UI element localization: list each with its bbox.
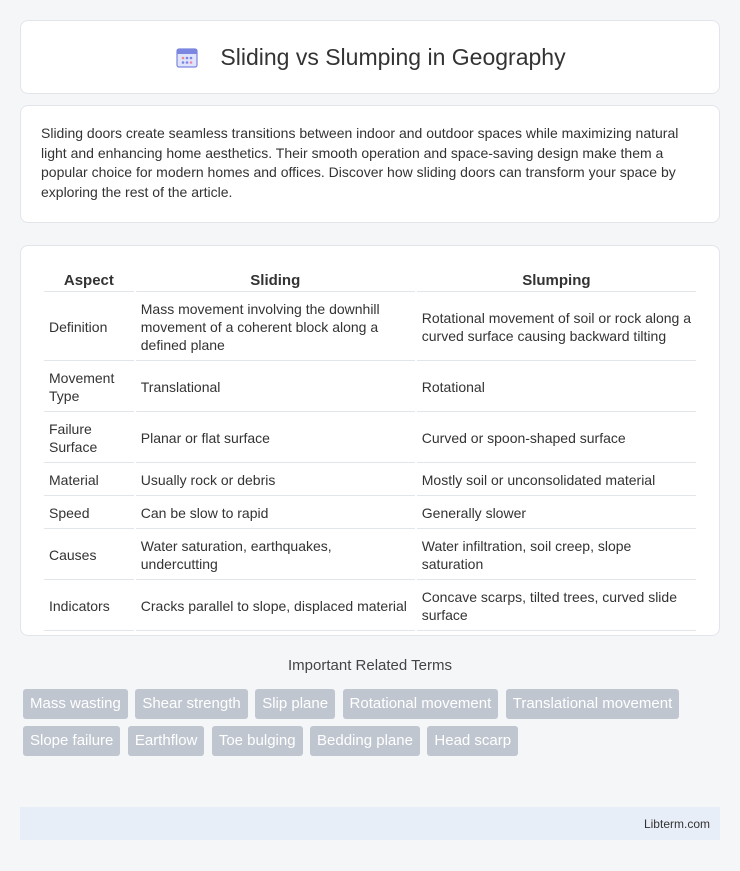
slumping-cell: Water infiltration, soil creep, slope saturation (417, 531, 696, 580)
header-aspect: Aspect (44, 266, 134, 292)
sliding-cell: Water saturation, earthquakes, undercutting (136, 531, 415, 580)
sliding-cell: Cracks parallel to slope, displaced material (136, 582, 415, 631)
related-term-tag[interactable]: Mass wasting (23, 689, 128, 719)
related-term-tag[interactable]: Slip plane (255, 689, 335, 719)
sliding-cell: Mass movement involving the downhill movement of a coherent block along a defined plane (136, 294, 415, 361)
calendar-icon (174, 44, 200, 70)
related-term-tag[interactable]: Shear strength (135, 689, 247, 719)
sliding-cell: Translational (136, 363, 415, 412)
intro-card (20, 105, 720, 223)
aspect-cell: Speed (44, 498, 134, 529)
aspect-cell: Indicators (44, 582, 134, 631)
related-term-tag[interactable]: Toe bulging (212, 726, 303, 756)
related-term-tag[interactable]: Head scarp (427, 726, 518, 756)
table-row (44, 363, 696, 412)
slumping-cell: Rotational (417, 363, 696, 412)
slumping-cell: Mostly soil or unconsolidated material (417, 465, 696, 496)
related-term-tag[interactable]: Bedding plane (310, 726, 420, 756)
related-term-tag[interactable]: Slope failure (23, 726, 120, 756)
table-row (44, 498, 696, 529)
footer (20, 807, 720, 840)
aspect-cell: Causes (44, 531, 134, 580)
footer-site-link[interactable]: Libterm.com (643, 817, 710, 831)
related-terms-title: Important Related Terms (288, 657, 452, 674)
comparison-table (42, 264, 698, 633)
table-row (44, 414, 696, 463)
intro-text: Sliding doors create seamless transitions between indoor and outdoor spaces while maximizing natural light and enhancing home aesthetics. Their smooth operation and space-saving design make them a popular choice for modern homes and offices. Discover how sliding doors can transform your space by exploring the rest of the article. (41, 125, 679, 200)
related-term-tag[interactable]: Earthflow (128, 726, 205, 756)
related-term-tag[interactable]: Translational movement (506, 689, 680, 719)
aspect-cell: Failure Surface (44, 414, 134, 463)
aspect-cell: Movement Type (44, 363, 134, 412)
page-title: Sliding vs Slumping in Geography (220, 43, 566, 70)
comparison-table-card (20, 245, 720, 636)
table-row (44, 294, 696, 361)
slumping-cell: Rotational movement of soil or rock along a curved surface causing backward tilting (417, 294, 696, 361)
related-term-tag[interactable]: Rotational movement (343, 689, 499, 719)
slumping-cell: Curved or spoon-shaped surface (417, 414, 696, 463)
table-row (44, 465, 696, 496)
sliding-cell: Planar or flat surface (136, 414, 415, 463)
slumping-cell: Generally slower (417, 498, 696, 529)
aspect-cell: Material (44, 465, 134, 496)
table-row (44, 531, 696, 580)
table-row (44, 582, 696, 631)
sliding-cell: Usually rock or debris (136, 465, 415, 496)
header-slumping: Slumping (417, 266, 696, 292)
related-terms-list (23, 689, 723, 763)
header-sliding: Sliding (136, 266, 415, 292)
sliding-cell: Can be slow to rapid (136, 498, 415, 529)
title-card (20, 20, 720, 94)
aspect-cell: Definition (44, 294, 134, 361)
slumping-cell: Concave scarps, tilted trees, curved slide surface (417, 582, 696, 631)
